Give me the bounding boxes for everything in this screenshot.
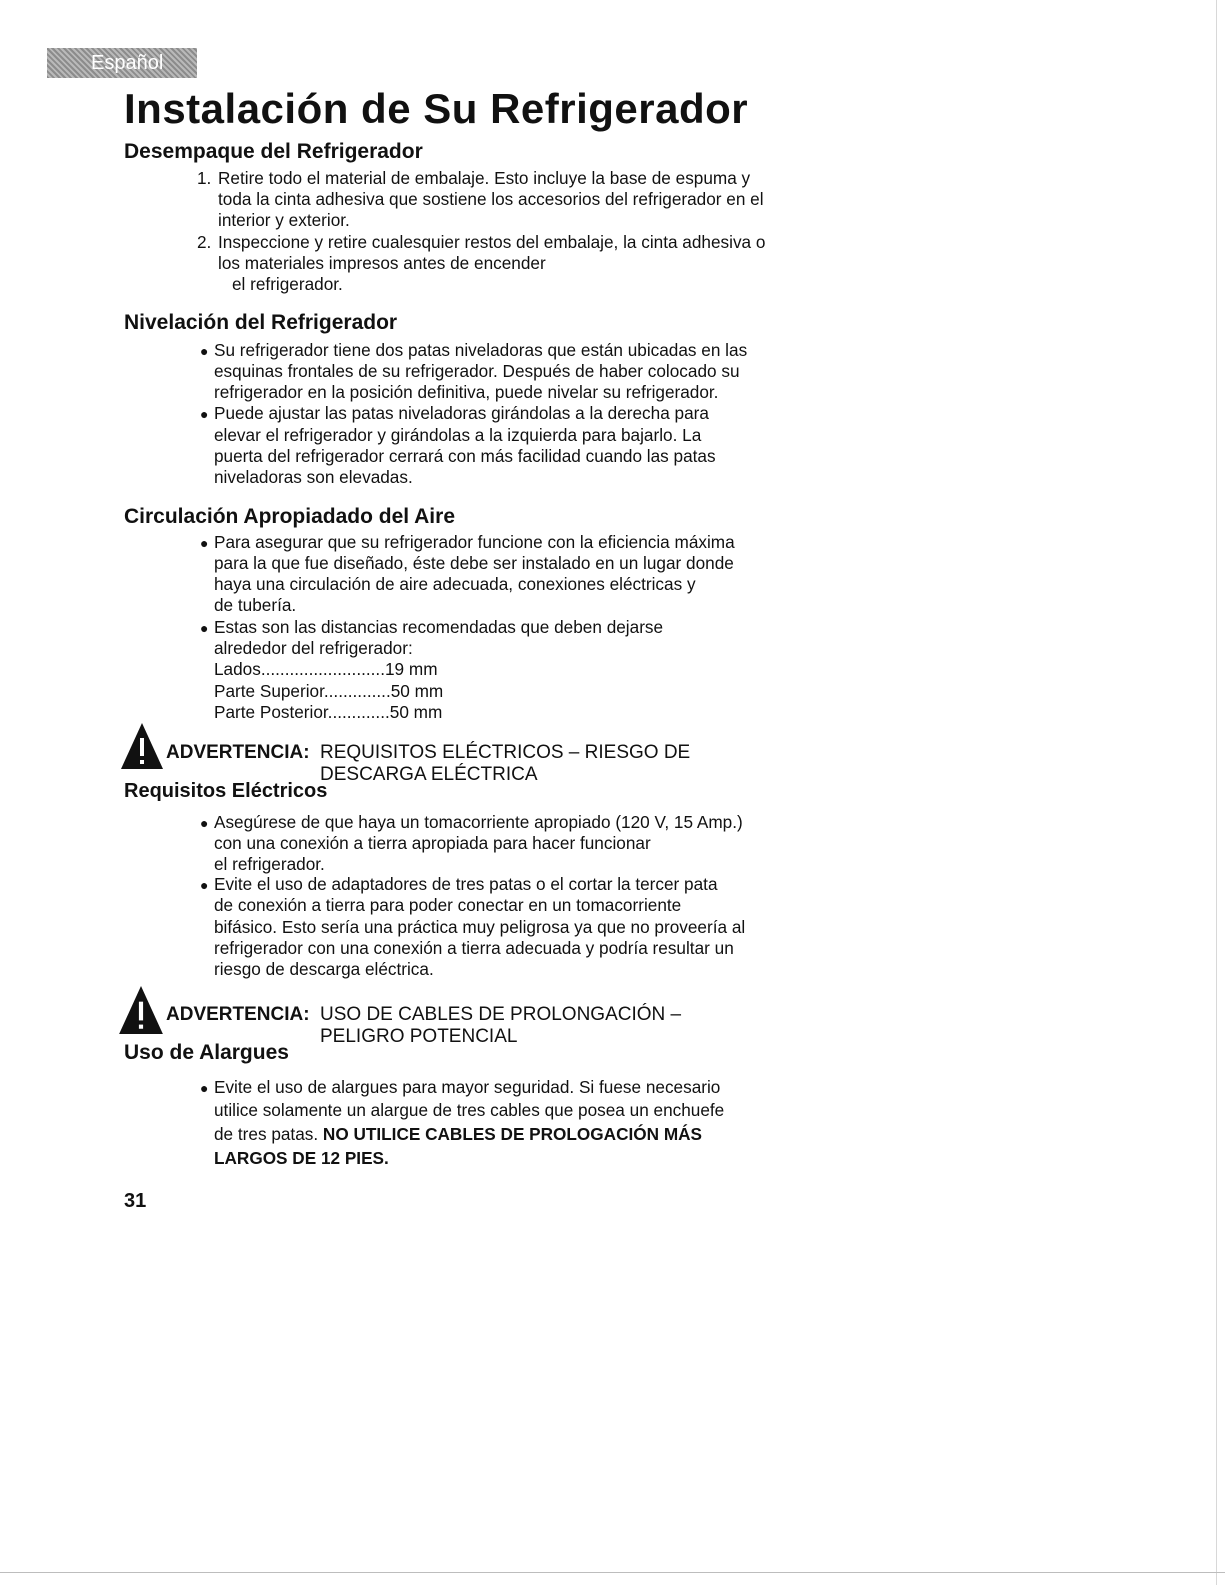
page-edge-bottom (0, 1572, 1225, 1573)
language-tab: Español (47, 48, 197, 78)
section-heading-electrical: Requisitos Eléctricos (124, 780, 328, 802)
clearance-rear: Parte Posterior.............50 mm (214, 702, 443, 722)
body-text-line: niveladoras son elevadas. (214, 467, 413, 487)
bullet-icon: ● (200, 343, 209, 359)
body-text-line: de conexión a tierra para poder conectar en un tomacorriente (214, 895, 682, 915)
emphasis-text: LARGOS DE 12 PIES. (214, 1148, 389, 1168)
body-text-line: Estas son las distancias recomendadas que deben dejarse (214, 617, 664, 637)
body-text-line: refrigerador en la posición definitiva, puede nivelar su refrigerador. (214, 382, 719, 402)
body-text-line (214, 1124, 702, 1144)
warning-triangle-icon (120, 722, 164, 770)
emphasis-text: NO UTILICE CABLES DE PROLOGACIÓN MÁS (322, 1124, 703, 1144)
body-text-line: haya una circulación de aire adecuada, conexiones eléctricas y (214, 574, 696, 594)
clearance-sides: Lados..........................19 mm (214, 659, 438, 679)
bullet-icon: ● (200, 535, 209, 551)
section-heading-leveling: Nivelación del Refrigerador (124, 311, 398, 334)
bullet-icon: ● (200, 815, 209, 831)
body-text-line: el refrigerador. (214, 854, 325, 874)
body-text-line: Su refrigerador tiene dos patas niveladoras que están ubicadas en las (214, 340, 748, 360)
warning-label: ADVERTENCIA: (166, 742, 310, 763)
body-text-line: alrededor del refrigerador: (214, 638, 413, 658)
bullet-icon: ● (200, 1080, 209, 1096)
body-text-line: los materiales impresos antes de encender (218, 253, 546, 273)
body-text-line: Asegúrese de que haya un tomacorriente apropiado (120 V, 15 Amp.) (214, 812, 743, 832)
list-number: 1. (197, 168, 212, 188)
body-text-line: elevar el refrigerador y girándolas a la izquierda para bajarlo. La (214, 425, 702, 445)
section-heading-air-circulation: Circulación Apropiadado del Aire (124, 505, 455, 528)
body-text-line: bifásico. Esto sería una práctica muy peligrosa ya que no proveería al (214, 917, 746, 937)
body-text-line: Retire todo el material de embalaje. Esto incluye la base de espuma y (218, 168, 751, 188)
body-text-line: esquinas frontales de su refrigerador. Después de haber colocado su (214, 361, 740, 381)
body-text-line: Para asegurar que su refrigerador funcione con la eficiencia máxima (214, 532, 735, 552)
body-text-line: el refrigerador. (232, 274, 343, 294)
body-text-line: de tubería. (214, 595, 297, 615)
section-heading-unpacking: Desempaque del Refrigerador (124, 140, 423, 163)
bullet-icon: ● (200, 620, 209, 636)
body-text-line: utilice solamente un alargue de tres cables que posea un enchuefe (214, 1100, 725, 1120)
list-number: 2. (197, 232, 212, 252)
body-text-line: refrigerador con una conexión a tierra adecuada y podría resultar un (214, 938, 734, 958)
warning-text: PELIGRO POTENCIAL (320, 1026, 518, 1047)
body-text-line: toda la cinta adhesiva que sostiene los accesorios del refrigerador en el (218, 189, 764, 209)
body-text-line: puerta del refrigerador cerrará con más facilidad cuando las patas (214, 446, 716, 466)
body-text-line: con una conexión a tierra apropiada para hacer funcionar (214, 833, 651, 853)
body-text-line: para la que fue diseñado, éste debe ser instalado en un lugar donde (214, 553, 734, 573)
body-text-line: riesgo de descarga eléctrica. (214, 959, 434, 979)
warning-text: REQUISITOS ELÉCTRICOS – RIESGO DE (320, 742, 691, 763)
warning-text: USO DE CABLES DE PROLONGACIÓN – (320, 1004, 682, 1025)
body-text-line: Evite el uso de alargues para mayor seguridad. Si fuese necesario (214, 1077, 721, 1097)
page-number: 31 (124, 1190, 147, 1212)
body-text-span: de tres patas. (214, 1124, 319, 1144)
warning-triangle-icon (118, 985, 164, 1035)
body-text-line: Inspeccione y retire cualesquier restos del embalaje, la cinta adhesiva o (218, 232, 766, 252)
body-text-line: interior y exterior. (218, 210, 350, 230)
warning-text: DESCARGA ELÉCTRICA (320, 764, 538, 785)
body-text-line: Puede ajustar las patas niveladoras girándolas a la derecha para (214, 403, 709, 423)
clearance-top: Parte Superior..............50 mm (214, 681, 444, 701)
section-heading-extension-cords: Uso de Alargues (124, 1041, 289, 1064)
warning-label: ADVERTENCIA: (166, 1004, 310, 1025)
body-text-line: Evite el uso de adaptadores de tres patas o el cortar la tercer pata (214, 874, 718, 894)
bullet-icon: ● (200, 877, 209, 893)
bullet-icon: ● (200, 406, 209, 422)
page-title: Instalación de Su Refrigerador (124, 85, 749, 132)
page-edge-right (1216, 0, 1217, 1585)
